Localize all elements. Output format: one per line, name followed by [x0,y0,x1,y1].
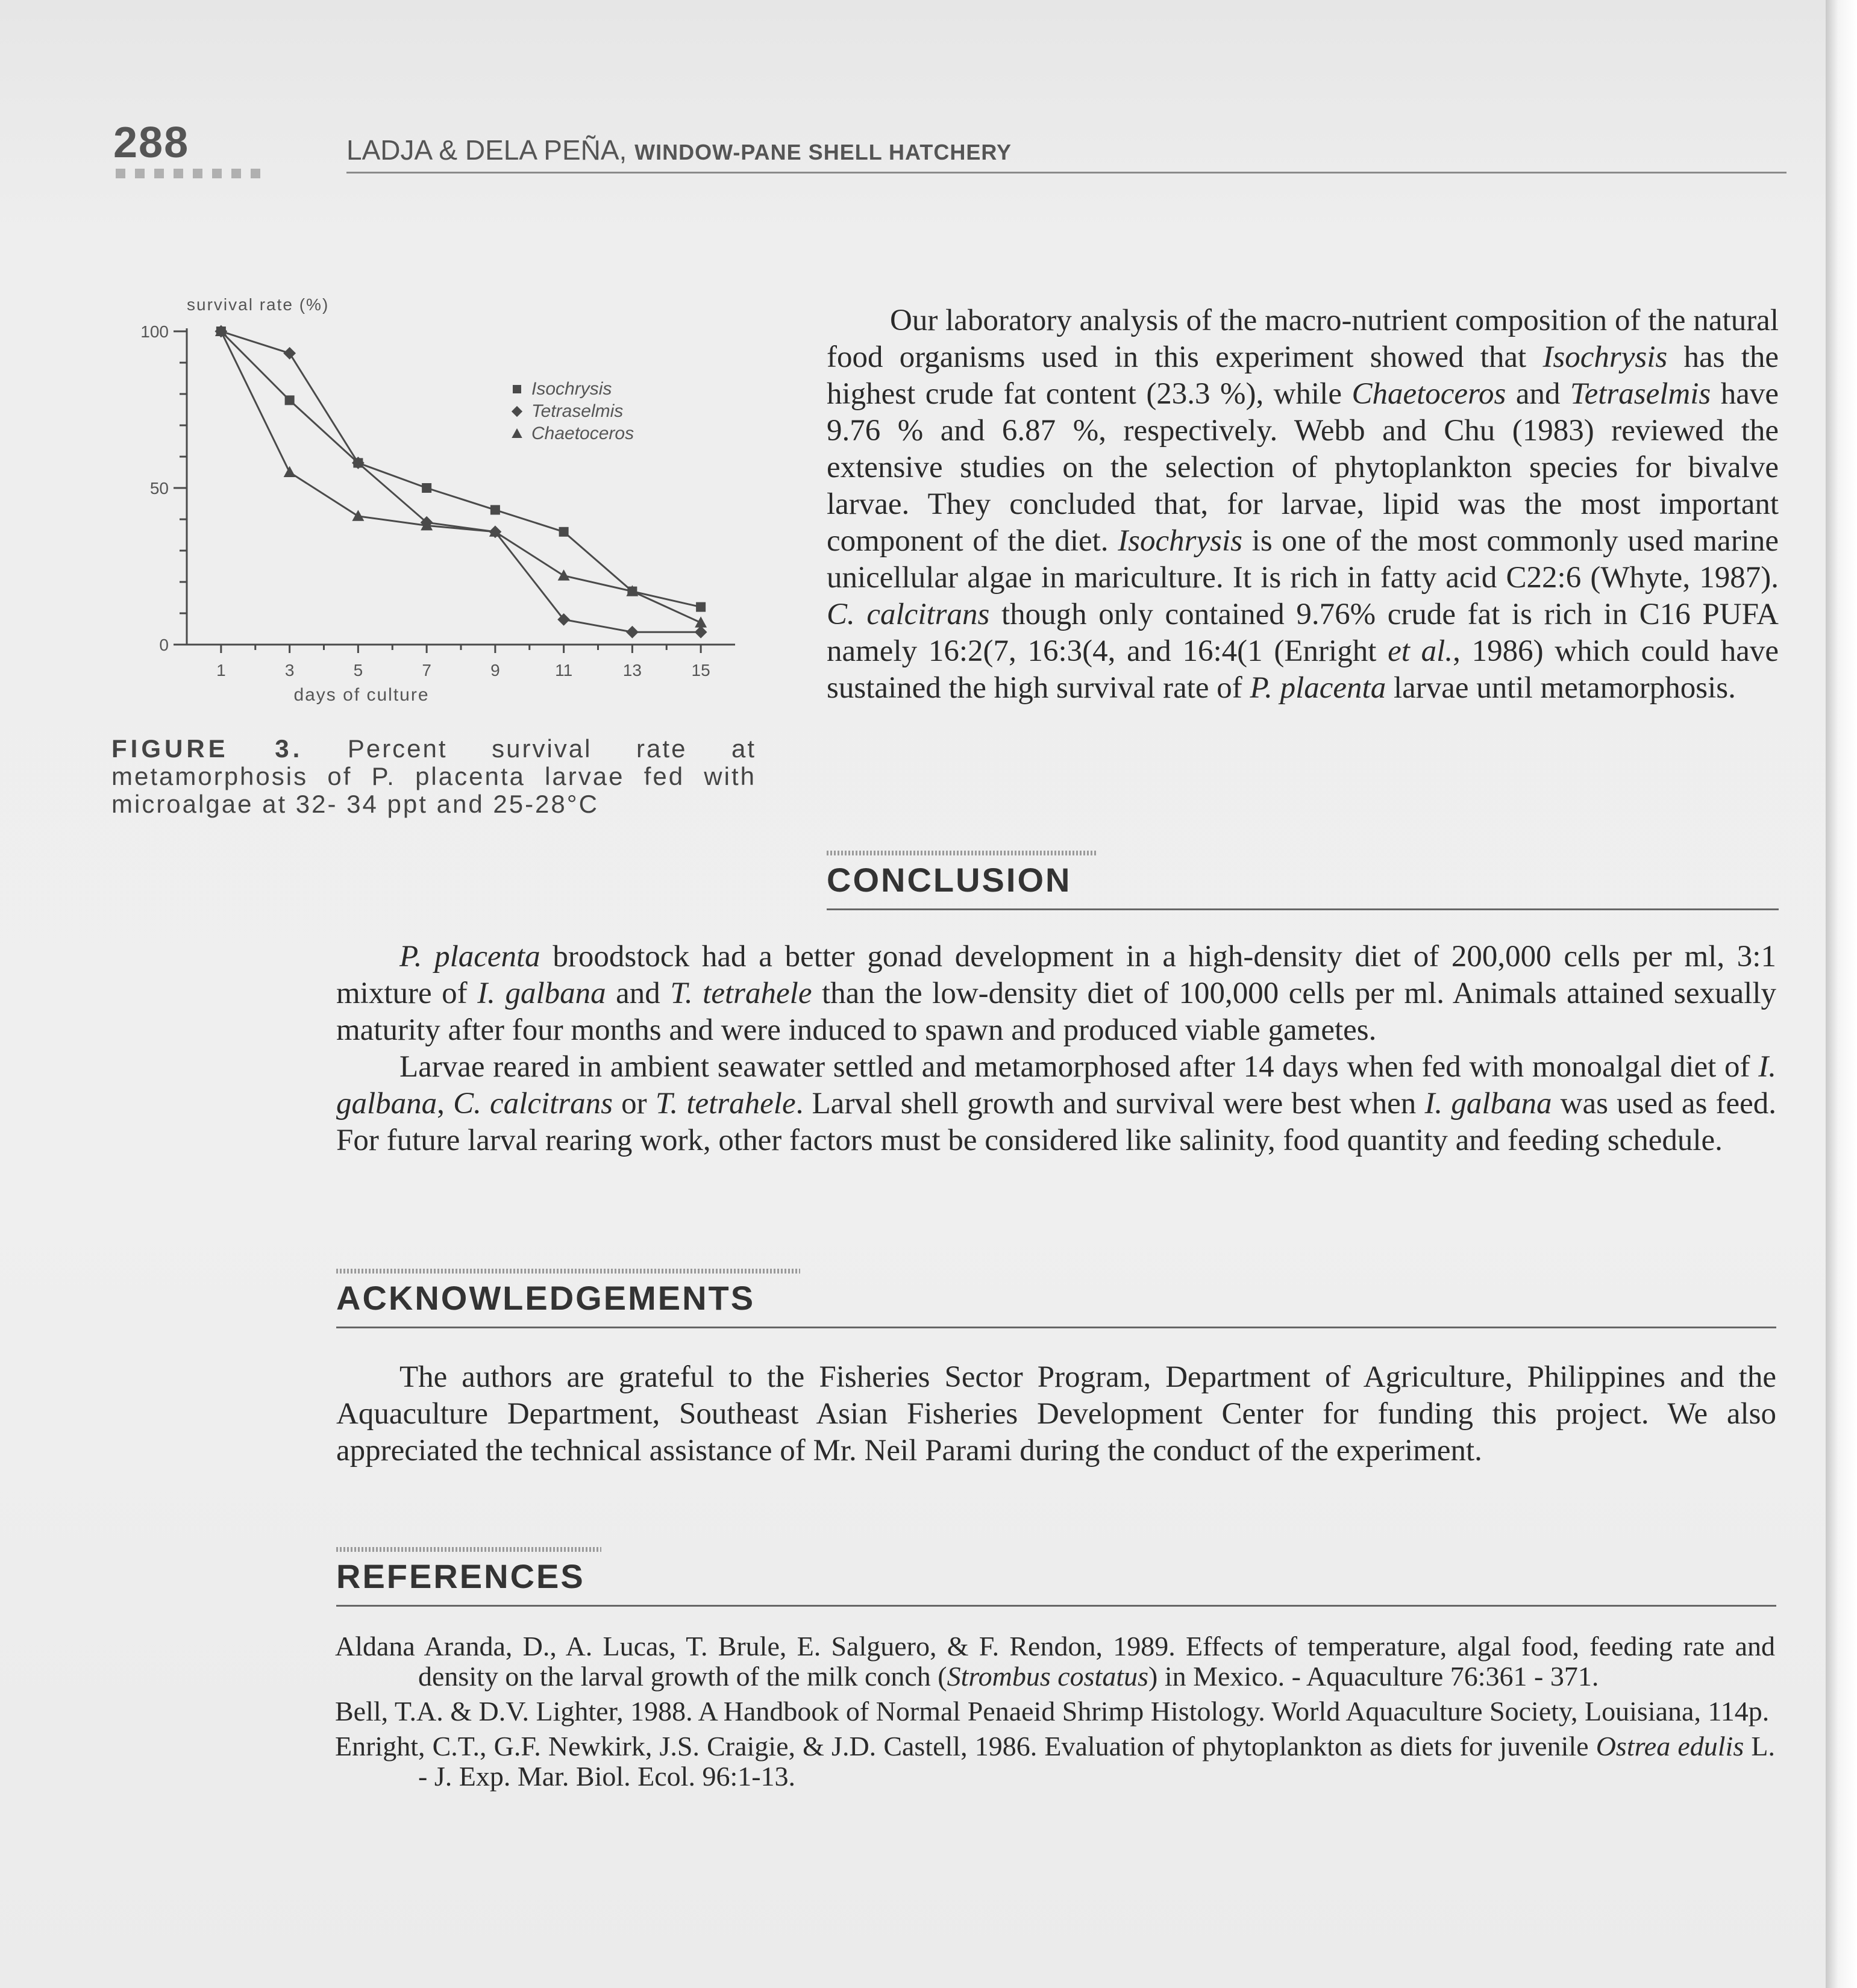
legend-marker [512,428,522,438]
references-heading: REFERENCES [336,1557,585,1595]
acknowledgements-section-header [336,1269,1776,1328]
decorative-dots [116,169,260,178]
chart-axes [174,328,735,653]
data-point [695,626,707,639]
data-point [695,616,707,627]
chart-series [215,325,707,639]
y-tick-label: 0 [159,636,169,654]
reference-item: Enright, C.T., G.F. Newkirk, J.S. Craigie, & J.D. Castell, 1986. Evaluation of phytoplankton as diets for juvenile Ostrea edulis L. - J. Exp. Mar. Biol. Ecol. 96:1-13. [335,1731,1775,1792]
references-section-header [336,1547,1776,1607]
acknowledgements-heading: ACKNOWLEDGEMENTS [336,1279,756,1317]
y-tick-label: 50 [149,479,169,498]
reference-list [335,1631,1775,1796]
legend-label: Tetraselmis [531,401,624,421]
conclusion-body [336,939,1776,1159]
x-tick-label: 5 [353,661,363,680]
legend-marker [512,406,522,417]
x-tick-label: 9 [490,661,500,680]
series-chaetoceros [215,325,707,628]
legend-label: Chaetoceros [531,424,634,443]
data-point [285,395,295,405]
data-point [490,505,500,514]
legend-label: Isochrysis [531,379,612,399]
y-tick-label: 100 [140,322,169,341]
x-tick-label: 1 [216,661,226,680]
figure-caption [111,735,756,818]
y-tick-labels [140,322,169,654]
data-point [559,527,569,537]
data-point [352,510,364,520]
legend-marker [513,385,521,393]
data-point [284,466,296,477]
header-rule [346,172,1787,173]
x-tick-label: 3 [284,661,295,680]
series-line [221,331,701,607]
reference-item: Aldana Aranda, D., A. Lucas, T. Brule, E. Salguero, & F. Rendon, 1989. Effects of temperature, algal food, feeding rate and density on the larval growth of the milk conch (Strombus costatus) in Mexico. - Aquaculture 76:361 - 371. [335,1631,1775,1692]
x-tick-label: 11 [555,661,573,680]
running-head [346,134,1012,166]
x-axis-label: days of culture [293,685,430,705]
data-point [626,626,639,639]
data-point [283,347,296,360]
data-point [696,602,706,612]
discussion-paragraph: Our laboratory analysis of the macro-nutrient composition of the natural food organisms used in this experiment showed that Isochrysis has the highest crude fat content (23.3 %), while Chaetoceros and Tetraselmis have 9.76 % and 6.87 %, respectively. Webb and Chu (1983) reviewed the extensive studies on the selection of phytoplankton species for bivalve larvae. They concluded that, for larvae, lipid was the most important component of the diet. Isochrysis is one of the most commonly used marine unicellular algae in mariculture. It is rich in fatty acid C22:6 (Whyte, 1987). C. calcitrans though only contained 9.76% crude fat is rich in C16 PUFA namely 16:2(7, 16:3(4, and 16:4(1 (Enright et al., 1986) which could have sustained the high survival rate of P. placenta larvae until metamorphosis. [827,304,1779,705]
figure-label: FIGURE 3. [111,734,304,763]
y-axis-label: survival rate (%) [187,295,330,314]
acknowledgements-paragraph: The authors are grateful to the Fisheries Sector Program, Department of Agriculture, Philippines and the Aquaculture Department, Southeast Asian Fisheries Development Center for funding this project. We also appreciated the technical assistance of Mr. Neil Parami during the conduct of the experiment. [336,1360,1776,1468]
data-point [558,569,570,580]
conclusion-paragraph-1: P. placenta broodstock had a better gonad development in a high-density diet of 200,000 cells per ml, 3:1 mixture of I. galbana and T. tetrahele than the low-density diet of 100,000 cells per ml. Animals attained sexually maturity after four months and were induced to spawn and produced viable gametes. [336,940,1776,1047]
chart-legend [512,379,634,443]
data-point [422,483,431,493]
page-number: 288 [113,119,190,167]
x-tick-label: 13 [622,661,642,680]
conclusion-heading: CONCLUSION [827,861,1072,899]
x-tick-labels [216,661,710,680]
survival-rate-chart [108,289,759,711]
conclusion-section-header [827,851,1779,910]
reference-item: Bell, T.A. & D.V. Lighter, 1988. A Handbook of Normal Penaeid Shrimp Histology. World Aquaculture Society, Louisiana, 114p. [335,1696,1770,1727]
running-head-title: WINDOW-PANE SHELL HATCHERY [634,140,1012,164]
x-tick-label: 7 [422,661,431,680]
conclusion-paragraph-2: Larvae reared in ambient seawater settled and metamorphosed after 14 days when fed with monoalgal diet of I. galbana, C. calcitrans or T. tetrahele. Larval shell growth and survival were best when I. galbana was used as feed. For future larval rearing work, other factors must be considered like salinity, food quantity and feeding schedule. [336,1050,1776,1157]
x-tick-label: 15 [691,661,710,680]
running-head-authors: LADJA & DELA PEÑA, [346,134,627,166]
page-edge-shadow [1826,0,1857,1988]
figure-caption-text: Percent survival rate at metamorphosis of P. placenta larvae fed with microalgae at 32- 34 ppt and 25-28°C [111,734,757,818]
